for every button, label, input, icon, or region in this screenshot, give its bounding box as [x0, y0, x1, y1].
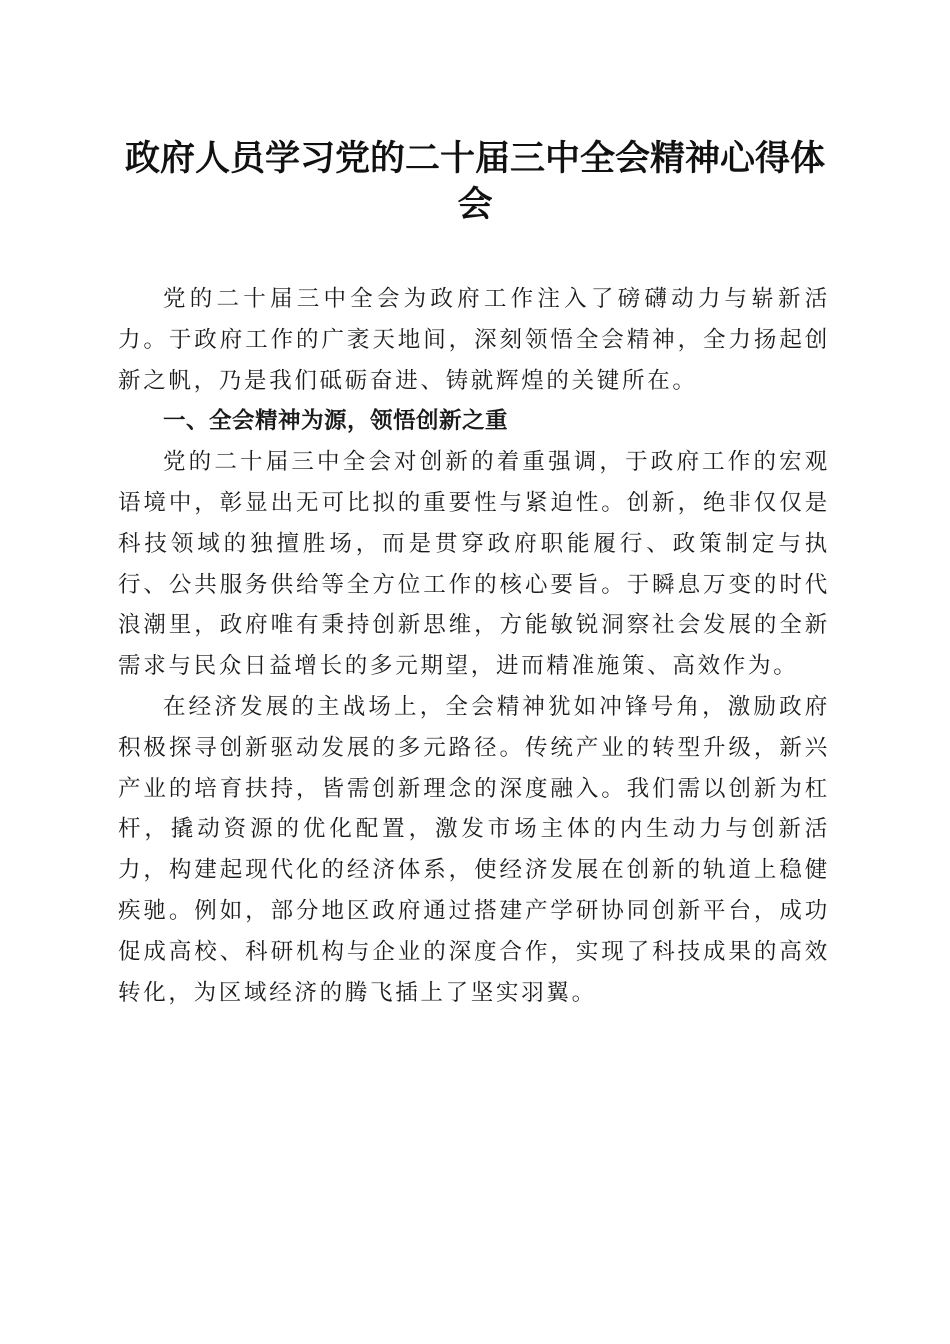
document-title: 政府人员学习党的二十届三中全会精神心得体会: [124, 138, 825, 225]
section-heading-1: 一、全会精神为源，领悟创新之重: [163, 408, 509, 435]
document-body: [118, 279, 830, 1013]
body-paragraph-2: 在经济发展的主战场上，全会精神犹如冲锋号角，激励政府积极探寻创新驱动发展的多元路径。传统产业的转型升级，新兴产业的培育扶持，皆需创新理念的深度融入。我们需以创新为杠杆，撬动资源的优化配置，激发市场主体的内生动力与创新活力，构建起现代化的经济体系，使经济发展在创新的轨道上稳健疾驰。例如，部分地区政府通过搭建产学研协同创新平台，成功促成高校、科研机构与企业的深度合作，实现了科技成果的高效转化，为区域经济的腾飞插上了坚实羽翼。: [118, 693, 830, 1006]
body-paragraph-1: 党的二十届三中全会对创新的着重强调，于政府工作的宏观语境中，彰显出无可比拟的重要性与紧迫性。创新，绝非仅仅是科技领域的独擅胜场，而是贯穿政府职能履行、政策制定与执行、公共服务供给等全方位工作的核心要旨。于瞬息万变的时代浪潮里，政府唯有秉持创新思维，方能敏锐洞察社会发展的全新需求与民众日益增长的多元期望，进而精准施策、高效作为。: [118, 449, 830, 680]
intro-paragraph: 党的二十届三中全会为政府工作注入了磅礴动力与崭新活力。于政府工作的广袤天地间，深刻领悟全会精神，全力扬起创新之帆，乃是我们砥砺奋进、铸就辉煌的关键所在。: [118, 286, 830, 394]
